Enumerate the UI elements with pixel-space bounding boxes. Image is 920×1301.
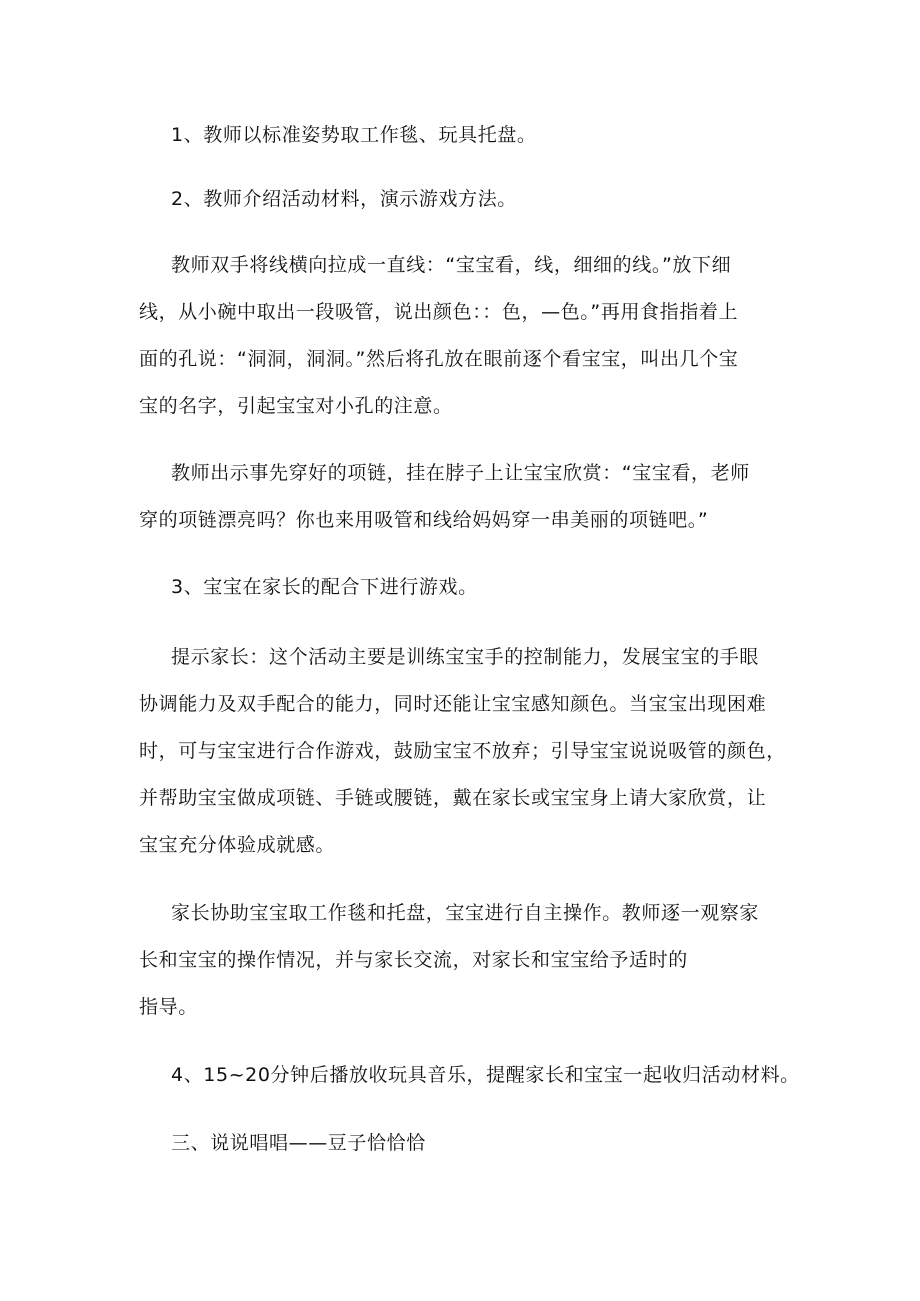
text-line: 三、说说唱唱——豆子恰恰恰 (171, 1132, 426, 1154)
text-line: 面的孔说：“洞洞，洞洞。”然后将孔放在眼前逐个看宝宝，叫出几个宝 (139, 348, 739, 370)
text-line: 长和宝宝的操作情况，并与家长交流，对家长和宝宝给予适时的 (139, 949, 688, 971)
text-line: 家长协助宝宝取工作毯和托盘，宝宝进行自主操作。教师逐一观察家 (171, 902, 760, 924)
text-line: 提示家长：这个活动主要是训练宝宝手的控制能力，发展宝宝的手眼 (171, 646, 760, 668)
text-line: 指导。 (139, 996, 198, 1018)
section-heading-3 (139, 1120, 789, 1167)
text-line: 宝宝充分体验成就感。 (139, 834, 336, 856)
paragraph-parent-assist (139, 890, 789, 1031)
text-line: 并帮助宝宝做成项链、手链或腰链，戴在家长或宝宝身上请大家欣赏，让 (139, 787, 767, 809)
paragraph-step-3 (139, 564, 789, 611)
paragraph-step-4 (139, 1052, 800, 1099)
text-line: 3、宝宝在家长的配合下进行游戏。 (171, 576, 478, 598)
paragraph-demo-necklace (139, 450, 789, 544)
paragraph-step-2 (139, 176, 789, 223)
text-line: 教师双手将线横向拉成一直线：“宝宝看，线，细细的线。”放下细 (171, 254, 732, 276)
paragraph-parent-tip (139, 634, 789, 869)
text-line: 1、教师以标准姿势取工作毯、玩具托盘。 (171, 124, 537, 146)
text-line: 4、15~20分钟后播放收玩具音乐，提醒家长和宝宝一起收归活动材料。 (171, 1064, 800, 1086)
text-line: 线，从小碗中取出一段吸管，说出颜色：：色，—色。”再用食指指着上 (139, 301, 739, 323)
text-line: 协调能力及双手配合的能力，同时还能让宝宝感知颜色。当宝宝出现困难 (139, 693, 767, 715)
text-line: 时，可与宝宝进行合作游戏，鼓励宝宝不放弃；引导宝宝说说吸管的颜色， (139, 740, 786, 762)
paragraph-demo-thread (139, 242, 789, 430)
text-line: 宝的名字，引起宝宝对小孔的注意。 (139, 395, 453, 417)
text-line: 2、教师介绍活动材料，演示游戏方法。 (171, 188, 517, 210)
text-line: 穿的项链漂亮吗？你也来用吸管和线给妈妈穿一串美丽的项链吧。” (139, 509, 709, 531)
paragraph-step-1 (139, 112, 789, 159)
text-line: 教师出示事先穿好的项链，挂在脖子上让宝宝欣赏：“宝宝看，老师 (171, 462, 750, 484)
